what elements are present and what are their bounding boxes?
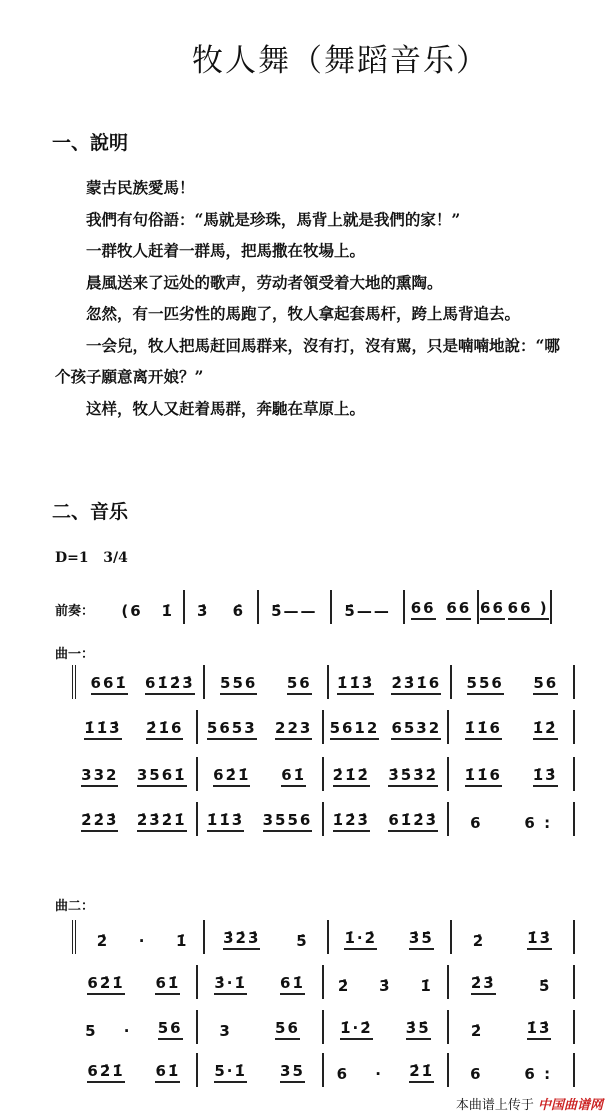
measure [479, 590, 552, 624]
site-logo[interactable]: 中国曲谱网 [537, 1098, 603, 1113]
note-group: 5̇ [296, 932, 309, 950]
note-group: 1̇ [176, 932, 189, 950]
measure [72, 1053, 198, 1087]
note-group: 2̇3̇ [471, 974, 496, 995]
note-group: 1̇3̇ [533, 766, 558, 787]
text-line: 一群牧人赶着一群馬，把馬撒在牧場上。 [86, 241, 366, 260]
note-group: 1̇·2̇ [340, 1019, 373, 1040]
note-group: 1̇2̇ [533, 719, 558, 740]
note-group: 5 [85, 1022, 98, 1040]
section-heading-description: 一、說明 [52, 132, 129, 154]
note-group: 61̇ [281, 766, 306, 787]
note-group: 3̇5̇ [409, 929, 434, 950]
note-group: 3̇5̇ [406, 1019, 431, 1040]
note-group: 61̇ [155, 974, 180, 995]
note-group: 2̇3̇2̇1̇ [137, 811, 187, 832]
note-group: 6 : [524, 814, 553, 832]
measure [405, 590, 478, 624]
time-signature: 3/4 [103, 550, 128, 566]
text-line: 忽然，有一匹劣性的馬跑了，牧人拿起套馬杆，跨上馬背追去。 [86, 304, 521, 323]
staff-row [72, 665, 575, 699]
note-group: 556 [467, 674, 504, 695]
text-line: 这样，牧人又赶着馬群，奔馳在草原上。 [86, 398, 366, 418]
note-group: 1̇1̇3̇ [207, 811, 244, 832]
note-group: 2̇1̇2̇ [333, 766, 370, 787]
staff-row [72, 802, 575, 836]
measure [185, 590, 258, 624]
note-group: 556 [220, 674, 257, 695]
note-group: 6532 [391, 719, 441, 740]
staff-row [72, 965, 575, 999]
measure [452, 920, 575, 954]
note-group: 2̇ [472, 932, 486, 950]
note-group: 3̇ [379, 977, 392, 995]
staff-row [72, 1010, 575, 1044]
repeat-start-sign [72, 920, 82, 954]
note-group: 3̇ [196, 602, 210, 620]
note-group: 5̇ [538, 977, 552, 995]
measure [205, 920, 328, 954]
measure [198, 802, 324, 836]
note-group: 1̇1̇3̇ [337, 674, 374, 695]
description-text [55, 172, 575, 424]
page-title: 牧人舞（舞蹈音乐） [192, 43, 489, 79]
text-line: 晨風送来了远处的歌声，劳动者領受着大地的熏陶。 [86, 272, 443, 292]
measure [198, 1053, 324, 1087]
note-group: 62̇1̇ [87, 1062, 124, 1083]
note-group: 332 [81, 766, 118, 787]
prelude-staff [112, 590, 552, 624]
note-group: 223 [275, 719, 312, 740]
note-group: 1̇ [420, 977, 433, 995]
measure [324, 1010, 450, 1044]
note-group: 5653 [207, 719, 257, 740]
note-group: 56 [533, 674, 558, 695]
measure [324, 1053, 450, 1087]
note-group: 1̇1̇6 [465, 719, 502, 740]
measure [198, 710, 324, 744]
note-group: 5612 [330, 719, 380, 740]
staff-row [72, 920, 575, 954]
note-group: 2̇1̇ [409, 1062, 434, 1083]
note-group: · [375, 1065, 383, 1083]
measure [82, 665, 205, 699]
note-group: 66 [480, 599, 505, 620]
note-group: 66 [446, 599, 471, 620]
note-group: (6 [121, 602, 143, 620]
measure [72, 757, 198, 791]
text-line: 一会兒，牧人把馬赶回馬群来，沒有打，沒有駡，只是喃喃地說：“哪个孩子願意离开娘？” [55, 335, 560, 386]
measure [324, 965, 450, 999]
measure [452, 665, 575, 699]
note-group: 61̇ [155, 1062, 180, 1083]
measure [324, 802, 450, 836]
measure [324, 710, 450, 744]
note-group: 1̇1̇6 [465, 766, 502, 787]
note-group: 1̇1̇3̇ [84, 719, 121, 740]
note-group: 6 : [524, 1065, 553, 1083]
note-group: 56 [287, 674, 312, 695]
note-group: 1̇·2̇ [344, 929, 377, 950]
measure [72, 802, 198, 836]
note-group: 56 [275, 1019, 300, 1040]
note-group: 1̇ [161, 602, 174, 620]
note-group: 66 ) [508, 599, 549, 620]
measure [72, 1010, 198, 1044]
note-group: 2̇ [96, 932, 110, 950]
measure [72, 965, 198, 999]
note-group: · [138, 932, 147, 950]
text-line: 蒙古民族愛馬！ [86, 178, 195, 197]
note-group: 3561̇ [137, 766, 187, 787]
note-group: 3̇2̇3̇ [223, 929, 260, 950]
note-group: 66 [411, 599, 436, 620]
note-group: 62̇1̇ [213, 766, 250, 787]
note-group: 61̇2̇3̇ [388, 811, 438, 832]
repeat-start-sign [72, 665, 82, 699]
key-signature [55, 550, 128, 566]
note-group: 2̇3̇1̇6 [391, 674, 441, 695]
measure [82, 920, 205, 954]
measure [329, 920, 452, 954]
note-group: 6 [470, 1065, 483, 1083]
staff-row [72, 757, 575, 791]
measure [449, 1010, 575, 1044]
measure [112, 590, 185, 624]
note-group: 6̇ [232, 602, 246, 620]
note-group: 5̇—— [271, 602, 318, 620]
footer-text: 本曲谱上传于 [455, 1098, 534, 1113]
staff-row [72, 1053, 575, 1087]
measure [329, 665, 452, 699]
text-line: 我們有句俗語：“馬就是珍珠，馬背上就是我們的家！” [86, 209, 461, 229]
measure [198, 1010, 324, 1044]
note-group: 62̇1̇ [87, 974, 124, 995]
tune1-label: 曲一： [55, 647, 95, 662]
measure [259, 590, 332, 624]
note-group: 6 [470, 814, 483, 832]
measure [198, 757, 324, 791]
staff-row [72, 710, 575, 744]
measure [198, 965, 324, 999]
measure [324, 757, 450, 791]
note-group: 2̇ [337, 977, 351, 995]
measure [205, 665, 328, 699]
note-group: 6 [336, 1065, 350, 1083]
note-group: 661̇ [91, 674, 128, 695]
note-group: 2̇ [470, 1022, 484, 1040]
section-heading-music: 二、音乐 [52, 501, 129, 523]
key: D=1 [55, 550, 89, 566]
measure [72, 710, 198, 744]
note-group: 56 [158, 1019, 183, 1040]
note-group: 35 [280, 1062, 305, 1083]
measure [332, 590, 405, 624]
measure [449, 965, 575, 999]
note-group: 2̇2̇3̇ [81, 811, 118, 832]
note-group: 3 [219, 1022, 232, 1040]
tune2-label: 曲二： [55, 899, 95, 914]
measure [449, 1053, 575, 1087]
note-group: 3̇·1̇ [214, 974, 247, 995]
note-group: 5·1̇ [214, 1062, 247, 1083]
prelude-label: 前奏： [55, 604, 95, 619]
footer [456, 1094, 603, 1113]
note-group: 3̇5̇3̇2̇ [388, 766, 438, 787]
note-group: 5̇—— [344, 602, 391, 620]
measure [449, 710, 575, 744]
note-group: 2̇1̇6 [146, 719, 183, 740]
measure [449, 802, 575, 836]
note-group: 61̇ [280, 974, 305, 995]
measure [449, 757, 575, 791]
note-group: 1̇2̇3̇ [333, 811, 370, 832]
note-group: · [123, 1022, 132, 1040]
note-group: 1̇3̇ [527, 1019, 552, 1040]
note-group: 1̇3̇ [527, 929, 552, 950]
note-group: 61̇2̇3̇ [145, 674, 195, 695]
note-group: 3556 [263, 811, 313, 832]
